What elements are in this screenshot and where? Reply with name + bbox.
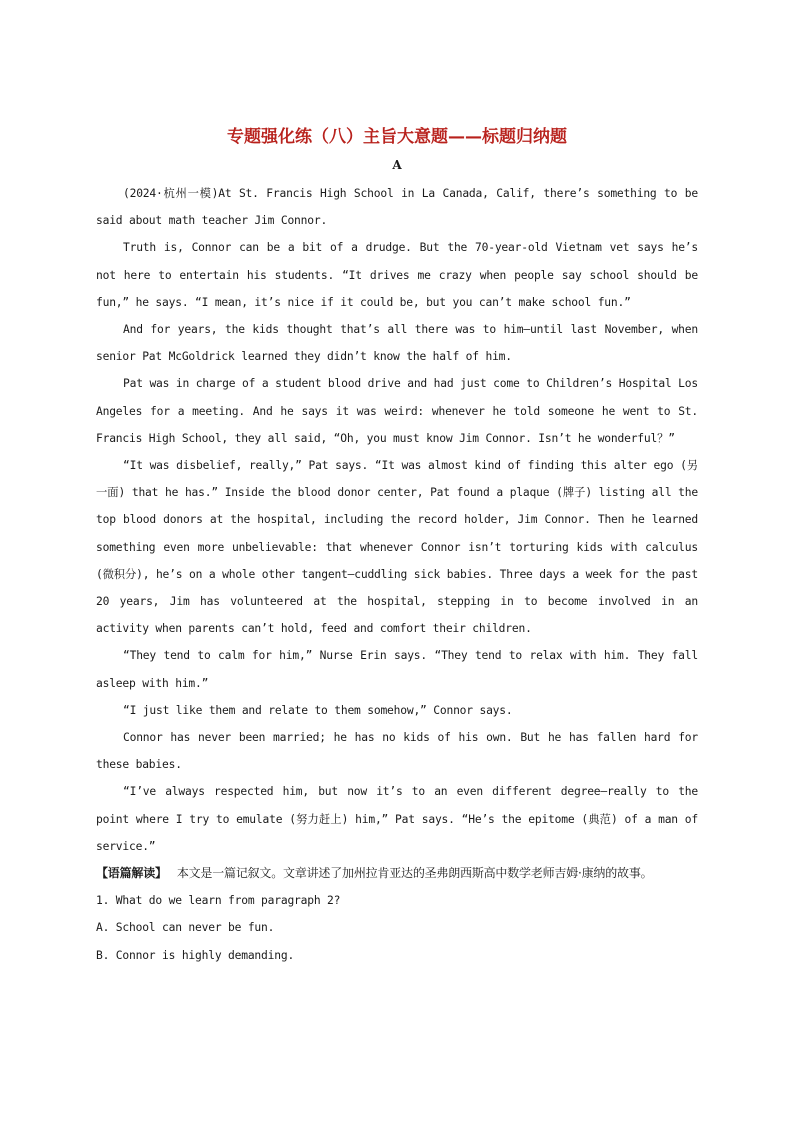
page-title: 专题强化练（八）主旨大意题——标题归纳题 (227, 127, 567, 147)
paragraph: Pat was in charge of a student blood drive and had just come to Children’s Hospital Los Angeles for a meeting. And he says it was weird: whenever he told someone he went to St. Francis High School, they all said, “Oh, you must know Jim Connor. Isn’t he wonderful？” (96, 377, 698, 445)
paragraph: “It was disbelief, really,” Pat says. “It was almost kind of finding this alter ego (另一面) that he has.” Inside the blood donor center, Pat found a plaque (牌子) listing all the top blood donors at the hospital, including the record holder, Jim Connor. Then he learned something even more unbelievable: that whenever Connor isn’t torturing kids with calculus (微积分), he’s on a whole other tangent—cuddling sick babies. Three days a week for the past 20 years, Jim has volunteered at the hospital, stepping in to become involved in an activity when parents can’t hold, feed and comfort their children. (96, 459, 698, 636)
paragraph: And for years, the kids thought that’s all there was to him—until last November, when senior Pat McGoldrick learned they didn’t know the half of him. (96, 323, 698, 364)
option-a: A. School can never be fun. (96, 921, 275, 935)
paragraph: Connor has never been married; he has no kids of his own. But he has fallen hard for these babies. (96, 731, 698, 772)
analysis-text: 本文是一篇记叙文。文章讲述了加州拉肯亚达的圣弗朗西斯高中数学老师吉姆·康纳的故事。 (176, 866, 653, 881)
section-label: A (392, 158, 402, 172)
question-text: 1. What do we learn from paragraph 2? (96, 894, 341, 908)
question-block (96, 887, 698, 969)
discourse-analysis (96, 860, 698, 887)
passage-body (96, 180, 698, 969)
option-b: B. Connor is highly demanding. (96, 948, 295, 962)
paragraph: “I just like them and relate to them somehow,” Connor says. (123, 703, 513, 717)
paragraph: “They tend to calm for him,” Nurse Erin says. “They tend to relax with him. They fall asleep with him.” (96, 649, 698, 690)
paragraph: “I’ve always respected him, but now it’s to an even different degree—really to the point where I try to emulate (努力赶上) him,” Pat says. “He’s the epitome (典范) of a man of service.” (96, 785, 698, 853)
paragraph: (2024·杭州一模)At St. Francis High School in La Canada, Calif, there’s something to be said about math teacher Jim Connor. (96, 187, 698, 228)
analysis-tag: 【语篇解读】 (96, 866, 167, 881)
paragraph: Truth is, Connor can be a bit of a drudge. But the 70-year-old Vietnam vet says he’s not here to entertain his students. “It drives me crazy when people say school should be fun,” he says. “I mean, it’s nice if it could be, but you can’t make school fun.” (96, 241, 698, 309)
